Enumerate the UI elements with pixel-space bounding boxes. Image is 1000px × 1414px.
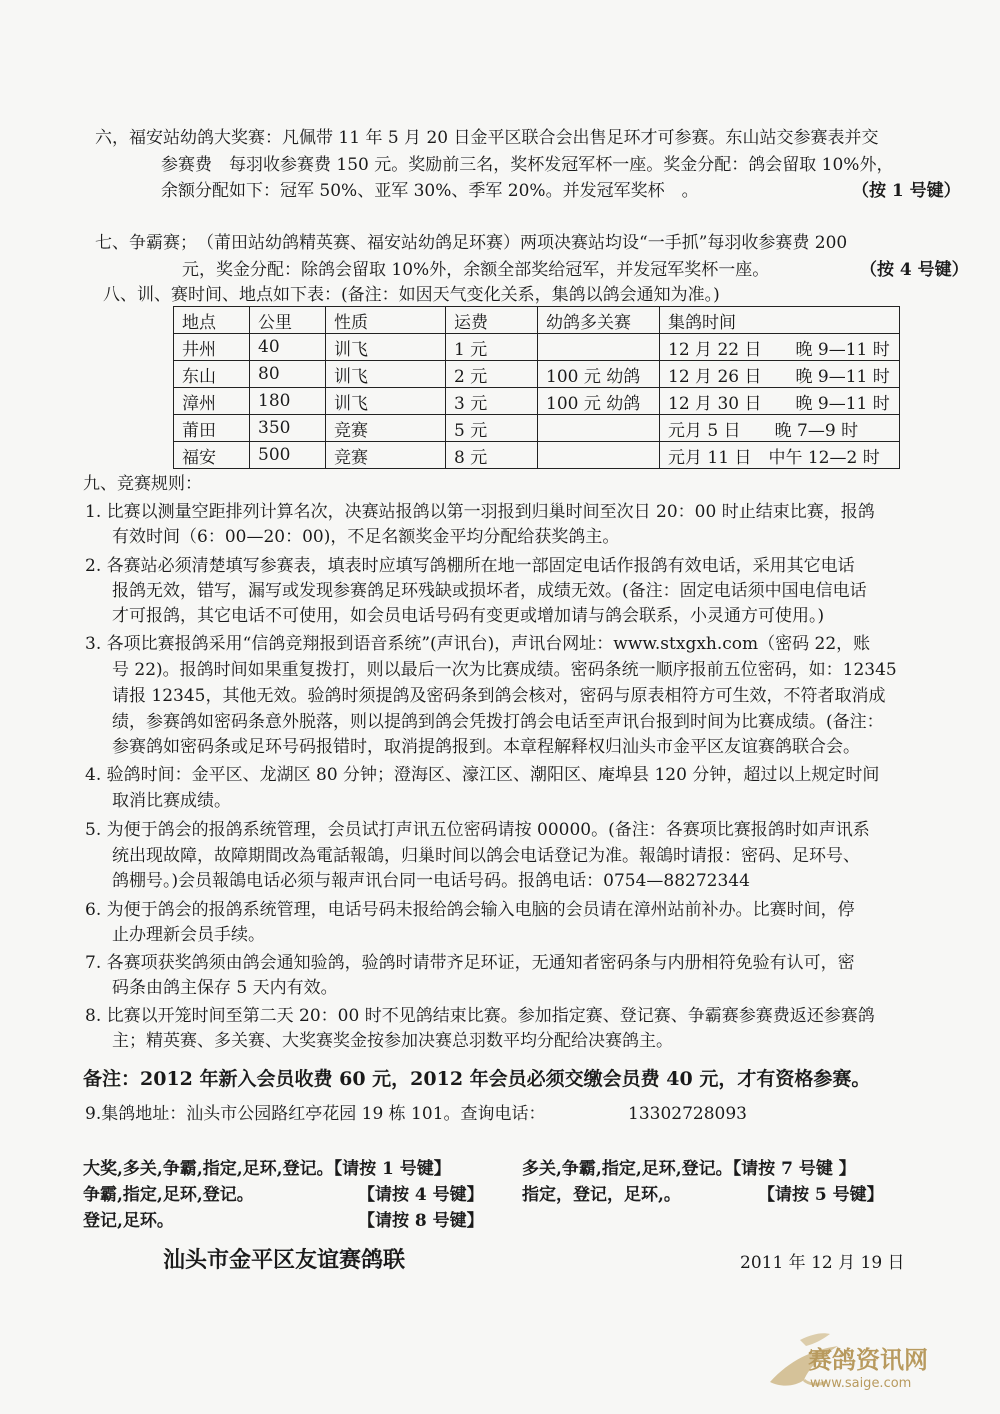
table-cell: 180	[250, 388, 326, 415]
rule-line: 才可报鸽，其它电话不可使用，如会员电话号码有变更或增加请与鸽会联系，小灵通方可使用。)	[112, 606, 825, 626]
sec7-line-2: 元，奖金分配：除鸽会留取 10%外，余额全部奖给冠军，并发冠军奖杯一座。	[182, 260, 770, 280]
table-cell: 训飞	[326, 388, 446, 415]
table-cell: 80	[250, 361, 326, 388]
table-header: 公里	[250, 307, 326, 334]
key-row-3a-text: 登记,足环。	[83, 1211, 174, 1231]
rule-line: 统出现故障，故障期間改為電話報鴿，归巢时间以鸽会电话登记为准。報鴿时请报：密码、足环号、	[112, 846, 860, 866]
rule-line: 5. 为便于鸽会的报鸽系统管理，会员试打声讯五位密码请按 00000。(备注：各赛项比赛报鸽时如声讯系	[85, 820, 870, 840]
sec6-line-2: 参赛费 每羽收参赛费 150 元。奖励前三名，奖杯发冠军杯一座。奖金分配：鸽会留取 10%外，	[161, 155, 894, 175]
table-header: 运费	[446, 307, 538, 334]
sec8-title: 八、训、赛时间、地点如下表：(备注：如因天气变化关系，集鸽以鸽会通知为准。)	[103, 285, 720, 305]
rule-line: 号 22)。报鸽时间如果重复拨打，则以最后一次为比赛成绩。密码条统一顺序报前五位密码，如：12345	[112, 660, 897, 680]
organization-name: 汕头市金平区友谊赛鸽联	[163, 1247, 406, 1273]
table-cell: 1 元	[446, 334, 538, 361]
table-cell: 训飞	[326, 334, 446, 361]
rule-line: 2. 各赛站必须清楚填写参赛表，填表时应填写鸽棚所在地一部固定电话作报鸽有效电话，采用其它电话	[85, 556, 855, 576]
rule-line: 8. 比赛以开笼时间至第二天 20：00 时不见鸽结束比赛。参加指定赛、登记赛、争霸赛参赛费返还参赛鸽	[85, 1006, 875, 1026]
table-cell: 8 元	[446, 442, 538, 469]
rule-line: 6. 为便于鸽会的报鸽系统管理，电话号码未报给鸽会输入电脑的会员请在漳州站前补办。比赛时间，停	[85, 900, 855, 920]
table-cell: 2 元	[446, 361, 538, 388]
table-cell: 训飞	[326, 361, 446, 388]
table-cell: 东山	[174, 361, 250, 388]
table-cell: 500	[250, 442, 326, 469]
key-row-2a-key: 【请按 4 号键】	[358, 1185, 484, 1205]
table-cell: 井州	[174, 334, 250, 361]
table-cell: 莆田	[174, 415, 250, 442]
table-header: 集鸽时间	[660, 307, 900, 334]
table-cell	[538, 415, 660, 442]
table-cell: 福安	[174, 442, 250, 469]
table-cell: 5 元	[446, 415, 538, 442]
rule-line: 鸽棚号。)会员報鴿电话必须与報声讯台同一电话号码。报鸽电话：0754—88272344	[112, 871, 750, 891]
watermark-url: www.saige.com	[810, 1376, 912, 1391]
table-row	[174, 415, 900, 442]
sec7-key: （按 4 号键）	[860, 260, 969, 280]
rule-line: 1. 比赛以测量空距排列计算名次，决赛站报鸽以第一羽报到归巢时间至次日 20：00 时止结束比赛，报鸽	[85, 502, 875, 522]
table-header: 幼鸽多关赛	[538, 307, 660, 334]
rule-line: 主；精英赛、多关赛、大奖赛奖金按参加决赛总羽数平均分配给决赛鸽主。	[112, 1031, 673, 1051]
document-date: 2011 年 12 月 19 日	[740, 1253, 905, 1273]
table-row	[174, 361, 900, 388]
rule-line: 报鸽无效，错写，漏写或发现参赛鸽足环残缺或损坏者，成绩无效。(备注：固定电话须中国电信电话	[112, 581, 867, 601]
table-cell: 竞赛	[326, 442, 446, 469]
table-cell: 漳州	[174, 388, 250, 415]
table-cell: 12 月 26 日 晚 9—11 时	[660, 361, 900, 388]
table-row	[174, 334, 900, 361]
table-cell: 12 月 30 日 晚 9—11 时	[660, 388, 900, 415]
key-row-3a-key: 【请按 8 号键】	[358, 1211, 484, 1231]
rule-line: 取消比赛成绩。	[112, 791, 231, 811]
rule-line: 参赛鸽如密码条或足环号码报错时，取消提鸽报到。本章程解释权归汕头市金平区友谊赛鸽联合会。	[112, 737, 860, 757]
table-cell: 元月 5 日 晚 7—9 时	[660, 415, 900, 442]
table-header: 地点	[174, 307, 250, 334]
table-cell: 竞赛	[326, 415, 446, 442]
sec9-title: 九、竞赛规则：	[83, 474, 202, 494]
membership-note: 备注：2012 年新入会员收费 60 元，2012 年会员必须交缴会员费 40 元，才有资格参赛。	[83, 1068, 871, 1090]
rule-line: 绩，参赛鸽如密码条意外脱落，则以提鸽到鸽会凭拨打鸽会电话至声讯台报到时间为比赛成绩。(备注：	[112, 712, 884, 732]
rule-line: 码条由鸽主保存 5 天内有效。	[112, 978, 338, 998]
sec7-line-1: 七、争霸赛； （莆田站幼鸽精英赛、福安站幼鸽足环赛）两项决赛站均设“一手抓”每羽收参赛费 200	[95, 233, 848, 253]
key-row-2b-text: 指定，登记，足环,。	[522, 1185, 681, 1205]
rule-line: 7. 各赛项获奖鸽须由鸽会通知验鸽，验鸽时请带齐足环证，无通知者密码条与内册相符免验有认可，密	[85, 953, 855, 973]
sec6-line-3: 余额分配如下：冠军 50%、亚军 30%、季军 20%。并发冠军奖杯 。	[161, 181, 699, 201]
table-row	[174, 388, 900, 415]
rule-line: 3. 各项比赛报鸽采用“信鸽竞翔报到语音系统”(声讯台)，声讯台网址：www.stxgxh.com（密码 22，账	[85, 634, 871, 654]
watermark-text: 赛鸽资讯网	[808, 1346, 928, 1374]
sec6-line-1: 六，福安站幼鸽大奖赛：凡佩带 11 年 5 月 20 日金平区联合会出售足环才可参赛。东山站交参赛表并交	[95, 128, 879, 148]
table-cell: 100 元 幼鸽	[538, 361, 660, 388]
table-cell	[538, 442, 660, 469]
address-phone: 13302728093	[628, 1104, 747, 1124]
rule-line: 4. 验鸽时间：金平区、龙湖区 80 分钟；澄海区、濠江区、潮阳区、庵埠县 120 分钟，超过以上规定时间	[85, 765, 880, 785]
table-cell: 元月 11 日 中午 12—2 时	[660, 442, 900, 469]
table-cell: 40	[250, 334, 326, 361]
table-header: 性质	[326, 307, 446, 334]
rule-line: 请报 12345，其他无效。验鸽时须提鸽及密码条到鸽会核对，密码与原表相符方可生效，不符者取消成	[112, 686, 886, 706]
key-row-1b: 多关,争霸,指定,足环,登记。【请按 7 号键 】	[522, 1159, 856, 1179]
sec6-key: （按 1 号键）	[852, 181, 961, 201]
table-cell: 100 元 幼鸽	[538, 388, 660, 415]
rule-line: 止办理新会员手续。	[112, 925, 265, 945]
table-cell: 12 月 22 日 晚 9—11 时	[660, 334, 900, 361]
table-cell: 3 元	[446, 388, 538, 415]
key-row-2b-key: 【请按 5 号键】	[758, 1185, 884, 1205]
table-row	[174, 442, 900, 469]
rule-line: 有效时间（6：00—20：00)，不足名额奖金平均分配给获奖鸽主。	[112, 527, 620, 547]
address-label: 9.集鸽地址：汕头市公园路红亭花园 19 栋 101。查询电话：	[85, 1104, 546, 1124]
table-header-row	[174, 307, 900, 334]
table-cell: 350	[250, 415, 326, 442]
schedule-table	[173, 306, 900, 469]
table-cell	[538, 334, 660, 361]
key-row-2a-text: 争霸,指定,足环,登记。	[83, 1185, 254, 1205]
key-row-1a: 大奖,多关,争霸,指定,足环,登记。【请按 1 号键】	[83, 1159, 451, 1179]
